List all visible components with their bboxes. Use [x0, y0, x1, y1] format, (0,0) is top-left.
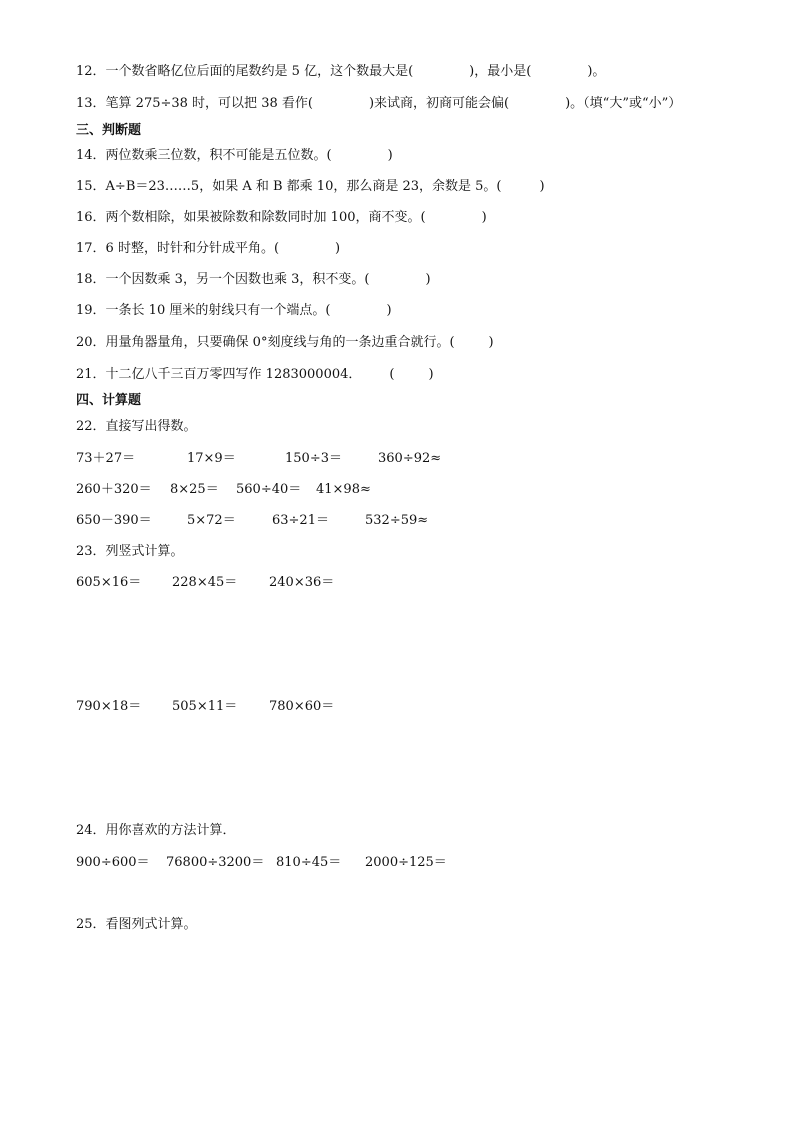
question-22-title: 22．直接写出得数。 [76, 419, 197, 434]
question-number: 15． [76, 179, 106, 194]
question-text: )，最小是( [469, 64, 532, 79]
expression: 76800÷3200＝ [166, 855, 265, 870]
question-text: ) [488, 335, 494, 350]
question-21 [76, 366, 434, 384]
expression: 360÷92≈ [378, 451, 442, 466]
question-text: 两个数相除，如果被除数和除数同时加 100，商不变。( [105, 210, 426, 225]
question-number: 21． [76, 367, 106, 382]
expression: 560÷40＝ [236, 482, 302, 497]
question-23-title: 23．列竖式计算。 [76, 544, 184, 559]
question-text: )。 [587, 64, 606, 79]
expression: 8×25＝ [170, 482, 219, 497]
question-text: A÷B＝23……5，如果 A 和 B 都乘 10，那么商是 23，余数是 5。( [105, 179, 502, 194]
expression: 605×16＝ [76, 575, 142, 590]
question-18 [76, 271, 431, 289]
question-text: )。（填“大”或“小”） [565, 96, 682, 111]
question-text: ( [389, 367, 395, 382]
question-text: 6 时整，时针和分针成平角。( [105, 241, 280, 256]
question-number: 14． [76, 148, 106, 163]
question-text: 笔算 275÷38 时，可以把 38 看作( [105, 96, 313, 111]
expression: 650－390＝ [76, 513, 152, 528]
expression: 41×98≈ [316, 482, 371, 497]
expression: 228×45＝ [172, 575, 238, 590]
expression: 240×36＝ [269, 575, 335, 590]
question-number: 13． [76, 96, 106, 111]
section-heading-judgement: 三、判断题 [76, 123, 142, 138]
expression: 810÷45＝ [276, 855, 342, 870]
expression: 17×9＝ [187, 451, 236, 466]
question-text: ) [387, 148, 393, 163]
expression: 63÷21＝ [272, 513, 329, 528]
section-heading-calculation: 四、计算题 [76, 393, 142, 408]
question-text: 一条长 10 厘米的射线只有一个端点。( [105, 303, 331, 318]
question-number: 20． [76, 335, 106, 350]
question-17 [76, 240, 340, 258]
question-text: ) [386, 303, 392, 318]
question-text: ) [425, 272, 431, 287]
question-number: 17． [76, 241, 106, 256]
expression: 5×72＝ [187, 513, 236, 528]
expression: 73＋27＝ [76, 451, 136, 466]
expression: 505×11＝ [172, 699, 238, 714]
expression: 150÷3＝ [285, 451, 342, 466]
question-24-title: 24．用你喜欢的方法计算． [76, 823, 236, 838]
question-text: ) [481, 210, 487, 225]
question-12 [76, 63, 605, 81]
question-text: 用量角器量角，只要确保 0°刻度线与角的一条边重合就行。( [105, 335, 455, 350]
question-16 [76, 209, 487, 227]
question-text: 一个数省略亿位后面的尾数约是 5 亿，这个数最大是( [105, 64, 414, 79]
expression: 532÷59≈ [365, 513, 429, 528]
expression: 780×60＝ [269, 699, 335, 714]
question-text: 十二亿八千三百万零四写作 1283000004． [105, 367, 362, 382]
expression: 790×18＝ [76, 699, 142, 714]
expression: 900÷600＝ [76, 855, 150, 870]
question-14 [76, 147, 393, 165]
question-number: 12． [76, 64, 106, 79]
question-number: 16． [76, 210, 106, 225]
question-text: 两位数乘三位数，积不可能是五位数。( [105, 148, 332, 163]
expression: 260＋320＝ [76, 482, 152, 497]
question-15 [76, 178, 545, 196]
expression: 2000÷125＝ [365, 855, 447, 870]
question-text: 一个因数乘 3，另一个因数也乘 3，积不变。( [105, 272, 370, 287]
question-19 [76, 302, 392, 320]
question-text: )来试商，初商可能会偏( [368, 96, 510, 111]
question-text: ) [428, 367, 434, 382]
question-number: 18． [76, 272, 106, 287]
question-number: 19． [76, 303, 106, 318]
question-text: ) [335, 241, 341, 256]
question-20 [76, 334, 494, 352]
question-13 [76, 95, 681, 113]
question-text: ) [539, 179, 545, 194]
question-25-title: 25．看图列式计算。 [76, 917, 197, 932]
